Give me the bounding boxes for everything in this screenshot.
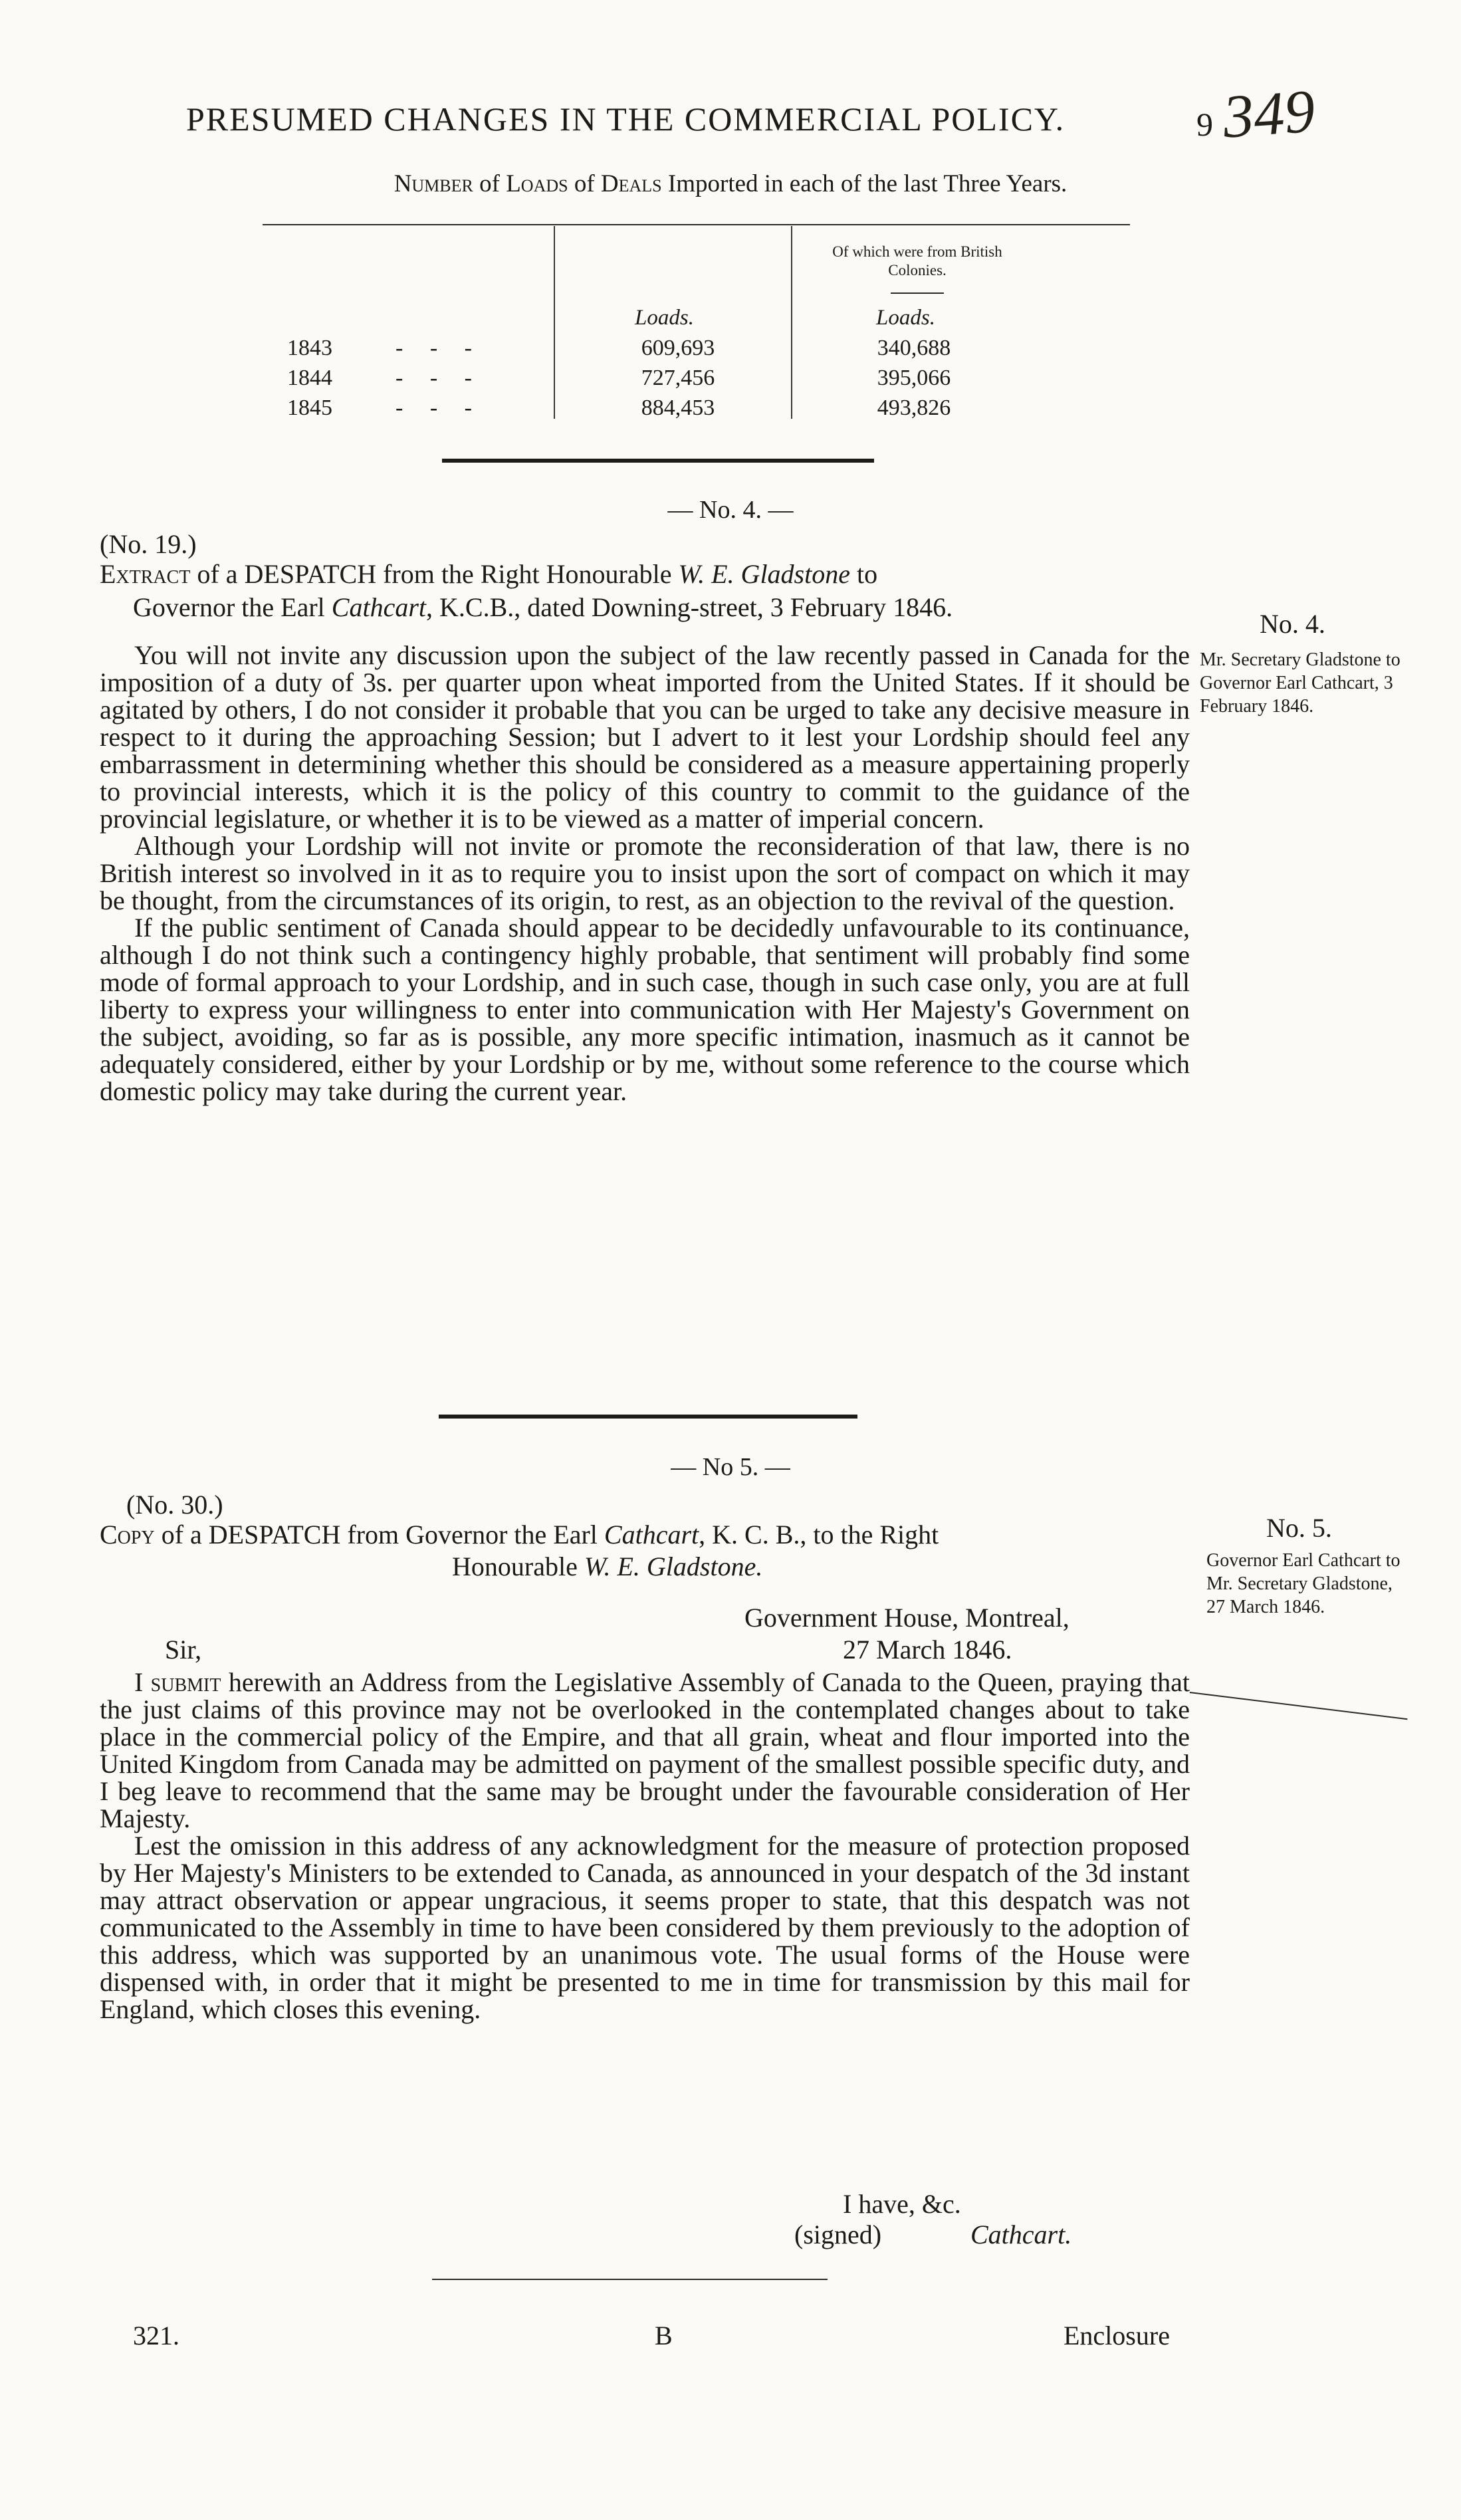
- margin-section-no: No. 4.: [1260, 609, 1325, 639]
- heading-name: W. E. Gladstone.: [584, 1551, 763, 1581]
- margin-note: Governor Earl Cathcart to Mr. Secretary Gladstone, 27 March 1846.: [1206, 1550, 1401, 1617]
- table-total-value: 884,453: [641, 396, 715, 420]
- despatch-heading: [100, 1519, 1196, 1550]
- table-leader-dashes: - - -: [395, 396, 483, 420]
- heading-part: , K.C.B., dated Downing-street, 3 February 1846.: [426, 592, 953, 622]
- letter-signature: Cathcart.: [970, 2220, 1072, 2249]
- colonies-column-header: Of which were from British Colonies.: [832, 243, 1002, 279]
- heading-name: Cathcart: [604, 1520, 699, 1549]
- table-total-value: 609,693: [641, 336, 715, 360]
- paragraph-text: herewith an Address from the Legislative Assembly of Canada to the Queen, praying that the just claims of this province may not be overlooked in the contemplated changes about to take place in the commercial policy of the Empire, and that all grain, wheat and flour imported into the United Kingdom from Canada may be admitted on payment of the smallest possible specific duty, and I beg leave to recommend that the same may be brought under the favourable consideration of Her Majesty.: [100, 1667, 1190, 1833]
- signature-mark: B: [655, 2321, 673, 2350]
- letter-signed: (signed): [794, 2220, 882, 2249]
- margin-section-no: No. 5.: [1266, 1513, 1332, 1543]
- paragraph: You will not invite any discussion upon the subject of the law recently passed in Canada for the imposition of a duty of 3s. per quarter upon wheat imported from the United States. If it should be agitated by others, I do not consider it probable that you can be urged to take any decisive measure in respect to it during the approaching Session; but I advert to it lest your Lordship should feel any embarrassment in determining whether this should be considered as a measure appertaining properly to provincial interests, which it is the policy of this country to commit to the guidance of the provincial legislature, or whether it is to be viewed as a matter of imperial concern.: [100, 640, 1190, 834]
- heading-name: Cathcart: [331, 592, 427, 622]
- section-divider: [439, 1415, 857, 1419]
- margin-note: Mr. Secretary Gladstone to Governor Earl Cathcart, 3 February 1846.: [1200, 649, 1401, 717]
- table-top-rule: [263, 224, 1130, 225]
- table-colonies-value: 395,066: [877, 366, 951, 390]
- total-units: Loads.: [635, 306, 694, 330]
- letter-closing: I have, &c.: [843, 2189, 961, 2219]
- paragraph: If the public sentiment of Canada should appear to be decidedly unfavourable to its continuance, although I do not think such a contingency highly probable, that sentiment will probably find some mode of formal approach to your Lordship, and in such case, though in such case only, you are at full liberty to express your willingness to enter into communication with Her Majesty's Government on the subject, avoiding, so far as is possible, any more specific intimation, inasmuch as it cannot be adequately considered, either by your Lordship or by me, without some reference to the course which domestic policy may take during the current year.: [100, 913, 1190, 1106]
- despatch-heading-line2: [133, 592, 953, 623]
- table-leader-dashes: - - -: [395, 366, 483, 390]
- margin-rule: [1190, 1692, 1408, 1720]
- table-leader-dashes: - - -: [395, 336, 483, 360]
- handwritten-folio: 349: [1220, 76, 1317, 151]
- table-year: 1844: [287, 366, 332, 390]
- letter-date: 27 March 1846.: [843, 1635, 1012, 1664]
- colonies-units: Loads.: [876, 306, 935, 330]
- letter-place: Government House, Montreal,: [744, 1603, 1069, 1633]
- footer-rule: [432, 2279, 828, 2280]
- table-colonies-value: 340,688: [877, 336, 951, 360]
- heading-part: of a DESPATCH from the Right Honourable: [190, 559, 679, 589]
- page-number: 9: [1196, 106, 1213, 143]
- table-title-part: Deals: [600, 170, 662, 197]
- heading-name: W. E. Gladstone: [678, 559, 850, 589]
- catchword: Enclosure: [1064, 2321, 1170, 2350]
- despatch-ref: (No. 30.): [126, 1490, 223, 1520]
- letter-body: [100, 1668, 1190, 2023]
- section-number: — No. 4. —: [667, 496, 794, 524]
- paragraph: Lest the omission in this address of any acknowledgment for the measure of protection proposed by Her Majesty's Ministers to be extended to Canada, as announced in your despatch of the 3d instant may attract observation or appear ungracious, it seems proper to state, that this despatch was not communicated to the Assembly in time to have been considered by them previously to the adoption of this address, which was supported by an unanimous vote. The usual forms of the House were dispensed with, in order that it might be presented to me in time for transmission by this mail for England, which closes this evening.: [100, 1831, 1190, 2024]
- table-bottom-rule: [442, 459, 874, 463]
- table-title-part: of: [568, 170, 601, 197]
- letter-salutation: Sir,: [165, 1635, 202, 1664]
- heading-part: to: [849, 559, 878, 589]
- running-head: PRESUMED CHANGES IN THE COMMERCIAL POLICY.: [186, 100, 1066, 138]
- despatch-body: [100, 641, 1190, 1105]
- heading-part: Honourable: [452, 1551, 584, 1581]
- table-title-part: Loads: [506, 170, 568, 197]
- despatch-ref: (No. 19.): [100, 529, 197, 559]
- table-title-part: Imported in each of the last Three Years.: [661, 170, 1068, 197]
- despatch-heading-line2: [452, 1551, 762, 1582]
- header-short-rule: [891, 292, 944, 294]
- first-word: I submit: [134, 1667, 221, 1697]
- despatch-heading: [100, 558, 1196, 590]
- table-divider: [791, 226, 792, 419]
- paragraph: Although your Lordship will not invite or promote the reconsideration of that law, there is no British interest so involved in it as to require you to insist upon the sort of compact on which it may be thought, from the circumstances of its origin, to rest, as an objection to the revival of the question.: [100, 831, 1190, 915]
- table-title-part: Number: [393, 170, 473, 197]
- paragraph: [100, 1668, 1190, 1832]
- heading-part: , K. C. B., to the Right: [699, 1520, 939, 1549]
- footer-number: 321.: [133, 2321, 179, 2350]
- table-colonies-value: 493,826: [877, 396, 951, 420]
- table-year: 1845: [287, 396, 332, 420]
- table-title: [0, 170, 1461, 198]
- heading-part: of a DESPATCH from Governor the Earl: [154, 1520, 604, 1549]
- heading-part: Governor the Earl: [133, 592, 332, 622]
- heading-part: Extract: [100, 559, 191, 589]
- table-total-value: 727,456: [641, 366, 715, 390]
- heading-part: Copy: [100, 1520, 155, 1549]
- table-title-part: of: [473, 170, 506, 197]
- table-divider: [554, 226, 555, 419]
- table-year: 1843: [287, 336, 332, 360]
- section-number: — No 5. —: [671, 1453, 790, 1481]
